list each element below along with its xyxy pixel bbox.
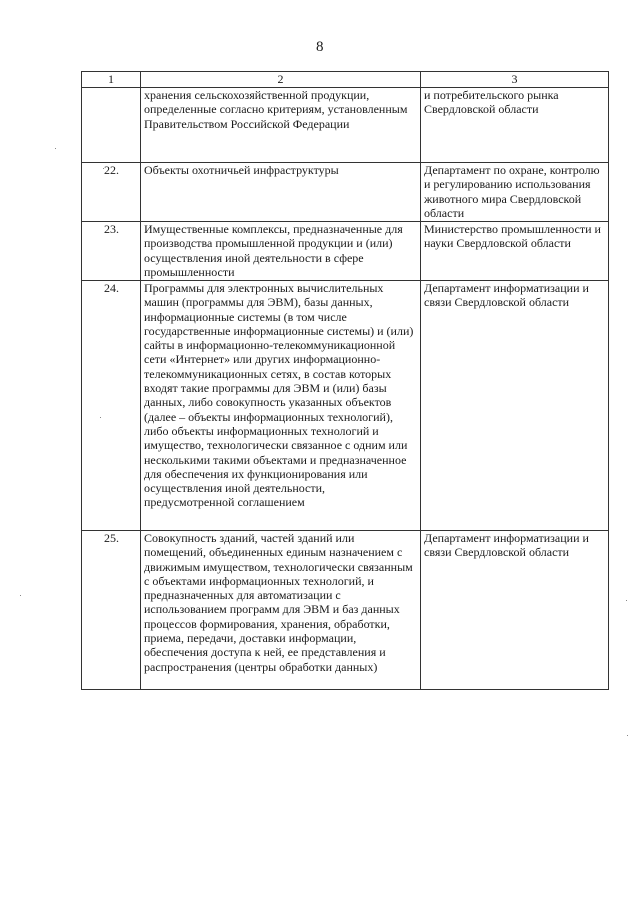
row-number (82, 88, 141, 163)
row-number: 24. (82, 281, 141, 531)
column-header-1: 1 (82, 72, 141, 88)
responsible-department: Департамент информатизации и связи Свердловской области (421, 281, 609, 531)
table-row (82, 222, 609, 281)
document-table (81, 71, 609, 690)
object-description: Совокупность зданий, частей зданий или помещений, объединенных единым назначением с движимым имуществом, технологически связанным с объектами информационных технологий, и предназначенных для автоматизации с использованием программ для ЭВМ и баз данных процессов формирования, хранения, обработки, приема, передачи, доставки информации, обеспечения доступа к ней, ее представления и распространения (центры обработки данных) (141, 531, 421, 690)
page-number: 8 (316, 39, 324, 55)
object-description: Имущественные комплексы, предназначенные для производства промышленной продукции и (или) осуществления иной деятельности в сфере промышленности (141, 222, 421, 281)
table-row (82, 88, 609, 163)
row-number: 22. (82, 163, 141, 222)
table-row (82, 281, 609, 531)
responsible-department: Департамент по охране, контролю и регулированию использования животного мира Свердловской области (421, 163, 609, 222)
column-header-3: 3 (421, 72, 609, 88)
object-description: Программы для электронных вычислительных машин (программы для ЭВМ), базы данных, информационные системы (в том числе государственные информационные системы) и (или) сайты в информационно-телекоммуникационной сети «Интернет» или других информационно-телекоммуникационных сетях, в состав которых входят такие программы для ЭВМ и (или) базы данных, либо совокупность указанных объектов (далее – объекты информационных технологий), либо объекты информационных технологий и имущество, технологически связанное с одним или несколькими такими объектами и предназначенное для обеспечения их функционирования или осуществления иной деятельности, предусмотренной соглашением (141, 281, 421, 531)
row-number: 23. (82, 222, 141, 281)
table-row (82, 531, 609, 690)
responsible-department: Департамент информатизации и связи Свердловской области (421, 531, 609, 690)
object-description: хранения сельскохозяйственной продукции, определенные согласно критериям, установленным Правительством Российской Федерации (141, 88, 421, 163)
row-number: 25. (82, 531, 141, 690)
table-header-row (82, 72, 609, 88)
column-header-2: 2 (141, 72, 421, 88)
responsible-department: и потребительского рынка Свердловской области (421, 88, 609, 163)
responsible-department: Министерство промышленности и науки Свердловской области (421, 222, 609, 281)
object-description: Объекты охотничьей инфраструктуры (141, 163, 421, 222)
table-row (82, 163, 609, 222)
